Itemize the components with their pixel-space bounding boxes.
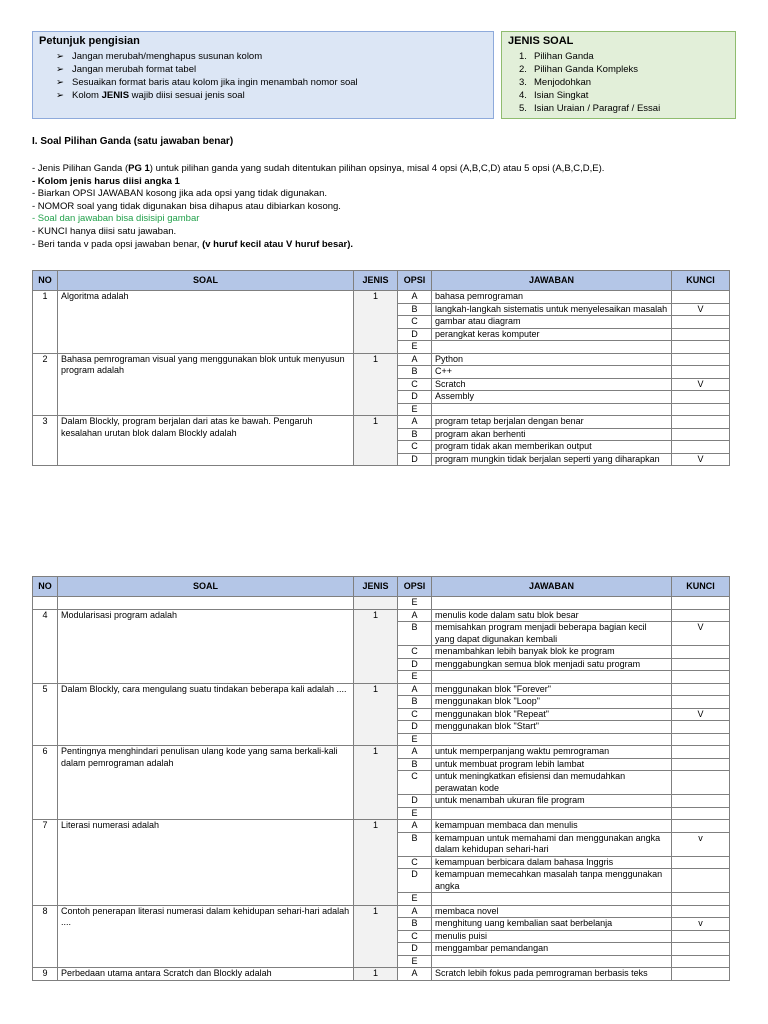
answer-text: menghitung uang kembalian saat berbelanja bbox=[432, 918, 672, 931]
answer-text: untuk meningkatkan efisiensi dan memudahkan perawatan kode bbox=[432, 771, 672, 795]
question-number: 2 bbox=[33, 353, 58, 416]
question-text: Contoh penerapan literasi numerasi dalam kehidupan sehari-hari adalah .... bbox=[58, 905, 354, 968]
answer-text bbox=[432, 733, 672, 746]
answer-text: program tetap berjalan dengan benar bbox=[432, 416, 672, 429]
answer-text bbox=[432, 341, 672, 354]
header-kunci: KUNCI bbox=[672, 577, 730, 597]
option-letter: E bbox=[398, 955, 432, 968]
answer-key bbox=[672, 658, 730, 671]
option-letter: B bbox=[398, 832, 432, 856]
answer-key bbox=[672, 771, 730, 795]
answer-key: V bbox=[672, 622, 730, 646]
header-jawaban: JAWABAN bbox=[432, 577, 672, 597]
answer-key bbox=[672, 341, 730, 354]
answer-key: V bbox=[672, 303, 730, 316]
question-number: 6 bbox=[33, 746, 58, 820]
answer-text: menggunakan blok "Loop" bbox=[432, 696, 672, 709]
answer-text: kemampuan membaca dan menulis bbox=[432, 820, 672, 833]
answer-text: kemampuan untuk memahami dan menggunakan angka dalam kehidupan sehari-hari bbox=[432, 832, 672, 856]
question-text: Bahasa pemrograman visual yang menggunakan blok untuk menyusun program adalah bbox=[58, 353, 354, 416]
note-line: - KUNCI hanya diisi satu jawaban. bbox=[32, 225, 177, 237]
answer-key bbox=[672, 746, 730, 759]
question-type bbox=[354, 597, 398, 610]
option-letter: A bbox=[398, 609, 432, 622]
answer-key bbox=[672, 930, 730, 943]
option-letter: A bbox=[398, 353, 432, 366]
answer-text: perangkat keras komputer bbox=[432, 328, 672, 341]
table-row bbox=[33, 353, 730, 366]
option-letter: A bbox=[398, 820, 432, 833]
answer-key bbox=[672, 721, 730, 734]
answer-text: menulis puisi bbox=[432, 930, 672, 943]
answer-text bbox=[432, 893, 672, 906]
notes bbox=[32, 163, 604, 251]
option-letter: A bbox=[398, 683, 432, 696]
answer-text: gambar atau diagram bbox=[432, 316, 672, 329]
answer-key bbox=[672, 893, 730, 906]
answer-text: memisahkan program menjadi beberapa bagian kecil yang dapat digunakan kembali bbox=[432, 622, 672, 646]
jenis-soal-item: 5. Isian Uraian / Paragraf / Essai bbox=[519, 103, 661, 114]
question-type: 1 bbox=[354, 905, 398, 968]
answer-key bbox=[672, 597, 730, 610]
answer-text: menggunakan blok "Start" bbox=[432, 721, 672, 734]
question-text: Modularisasi program adalah bbox=[58, 609, 354, 683]
answer-key: v bbox=[672, 918, 730, 931]
jenis-soal-item: 4. Isian Singkat bbox=[519, 90, 589, 101]
option-letter: E bbox=[398, 341, 432, 354]
arrow-bullet-icon: ➢ bbox=[56, 90, 64, 101]
option-letter: B bbox=[398, 696, 432, 709]
answer-key bbox=[672, 353, 730, 366]
question-number: 9 bbox=[33, 968, 58, 981]
answer-text: membaca novel bbox=[432, 905, 672, 918]
option-letter: C bbox=[398, 316, 432, 329]
answer-key bbox=[672, 807, 730, 820]
answer-key bbox=[672, 441, 730, 454]
table-row bbox=[33, 746, 730, 759]
instructions-box bbox=[32, 31, 494, 119]
header-jenis: JENIS bbox=[354, 271, 398, 291]
table-row bbox=[33, 291, 730, 304]
answer-text: untuk membuat program lebih lambat bbox=[432, 758, 672, 771]
answer-text: Python bbox=[432, 353, 672, 366]
question-text: Dalam Blockly, cara mengulang suatu tindakan beberapa kali adalah .... bbox=[58, 683, 354, 746]
option-letter: C bbox=[398, 441, 432, 454]
option-letter: D bbox=[398, 943, 432, 956]
header-opsi: OPSI bbox=[398, 577, 432, 597]
option-letter: C bbox=[398, 646, 432, 659]
answer-text: menggunakan blok "Repeat" bbox=[432, 708, 672, 721]
jenis-soal-box bbox=[501, 31, 736, 119]
instructions-title: Petunjuk pengisian bbox=[39, 35, 140, 47]
question-type: 1 bbox=[354, 416, 398, 466]
answer-key bbox=[672, 683, 730, 696]
option-letter: A bbox=[398, 291, 432, 304]
answer-key: V bbox=[672, 378, 730, 391]
option-letter: B bbox=[398, 366, 432, 379]
question-type: 1 bbox=[354, 353, 398, 416]
question-type: 1 bbox=[354, 683, 398, 746]
option-letter: B bbox=[398, 622, 432, 646]
option-letter: A bbox=[398, 905, 432, 918]
arrow-bullet-icon: ➢ bbox=[56, 77, 64, 88]
table-row bbox=[33, 905, 730, 918]
note-line: - NOMOR soal yang tidak digunakan bisa dihapus atau dibiarkan kosong. bbox=[32, 200, 341, 212]
instruction-item: ➢ Sesuaikan format baris atau kolom jika ingin menambah nomor soal bbox=[56, 77, 358, 88]
answer-key bbox=[672, 428, 730, 441]
option-letter: D bbox=[398, 328, 432, 341]
header-no: NO bbox=[33, 577, 58, 597]
answer-key bbox=[672, 316, 730, 329]
header-soal: SOAL bbox=[58, 271, 354, 291]
answer-key bbox=[672, 795, 730, 808]
answer-key: V bbox=[672, 453, 730, 466]
arrow-bullet-icon: ➢ bbox=[56, 64, 64, 75]
answer-key bbox=[672, 416, 730, 429]
option-letter: B bbox=[398, 918, 432, 931]
answer-key bbox=[672, 968, 730, 981]
option-letter: D bbox=[398, 721, 432, 734]
table-row bbox=[33, 968, 730, 981]
answer-text bbox=[432, 671, 672, 684]
answer-key bbox=[672, 943, 730, 956]
answer-text: kemampuan berbicara dalam bahasa Inggris bbox=[432, 856, 672, 869]
answer-text: Assembly bbox=[432, 391, 672, 404]
answer-key bbox=[672, 856, 730, 869]
arrow-bullet-icon: ➢ bbox=[56, 51, 64, 62]
option-letter: D bbox=[398, 869, 432, 893]
answer-key bbox=[672, 671, 730, 684]
question-number: 8 bbox=[33, 905, 58, 968]
note-line: - Biarkan OPSI JAWABAN kosong jika ada opsi yang tidak digunakan. bbox=[32, 188, 328, 200]
answer-key: v bbox=[672, 832, 730, 856]
option-letter: E bbox=[398, 733, 432, 746]
table-row bbox=[33, 820, 730, 833]
header-soal: SOAL bbox=[58, 577, 354, 597]
jenis-soal-item: 3. Menjodohkan bbox=[519, 77, 592, 88]
question-number: 4 bbox=[33, 609, 58, 683]
header-jawaban: JAWABAN bbox=[432, 271, 672, 291]
question-number bbox=[33, 597, 58, 610]
answer-text: untuk memperpanjang waktu pemrograman bbox=[432, 746, 672, 759]
answer-text: menggambar pemandangan bbox=[432, 943, 672, 956]
answer-key bbox=[672, 869, 730, 893]
answer-text: Scratch bbox=[432, 378, 672, 391]
answer-text: menulis kode dalam satu blok besar bbox=[432, 609, 672, 622]
table-row bbox=[33, 609, 730, 622]
option-letter: A bbox=[398, 746, 432, 759]
answer-text: menambahkan lebih banyak blok ke program bbox=[432, 646, 672, 659]
instruction-item: ➢ Jangan merubah/menghapus susunan kolom bbox=[56, 51, 263, 62]
answer-text: untuk menambah ukuran file program bbox=[432, 795, 672, 808]
answer-key bbox=[672, 905, 730, 918]
note-line: - Kolom jenis harus diisi angka 1 bbox=[32, 175, 180, 187]
answer-text: program mungkin tidak berjalan seperti yang diharapkan bbox=[432, 453, 672, 466]
answer-text: langkah-langkah sistematis untuk menyelesaikan masalah bbox=[432, 303, 672, 316]
option-letter: D bbox=[398, 453, 432, 466]
question-text: Pentingnya menghindari penulisan ulang kode yang sama berkali-kali dalam pemrograman adalah bbox=[58, 746, 354, 820]
answer-key bbox=[672, 820, 730, 833]
instruction-item: ➢ Jangan merubah format tabel bbox=[56, 64, 197, 75]
jenis-soal-item: 1. Pilihan Ganda bbox=[519, 51, 594, 62]
answer-key bbox=[672, 291, 730, 304]
answer-text: C++ bbox=[432, 366, 672, 379]
option-letter: B bbox=[398, 428, 432, 441]
question-text: Dalam Blockly, program berjalan dari atas ke bawah. Pengaruh kesalahan urutan blok dalam Blockly adalah bbox=[58, 416, 354, 466]
option-letter: E bbox=[398, 807, 432, 820]
answer-text bbox=[432, 597, 672, 610]
option-letter: C bbox=[398, 771, 432, 795]
answer-text: menggunakan blok "Forever" bbox=[432, 683, 672, 696]
answer-text: bahasa pemrograman bbox=[432, 291, 672, 304]
answer-key bbox=[672, 391, 730, 404]
answer-key bbox=[672, 733, 730, 746]
question-type: 1 bbox=[354, 291, 398, 354]
option-letter: E bbox=[398, 671, 432, 684]
question-number: 5 bbox=[33, 683, 58, 746]
option-letter: E bbox=[398, 597, 432, 610]
answer-key bbox=[672, 646, 730, 659]
note-line: - Jenis Pilihan Ganda (PG 1) untuk pilihan ganda yang sudah ditentukan pilihan opsinya, misal 4 opsi (A,B,C,D) atau 5 opsi (A,B,C,D,E). bbox=[32, 163, 605, 174]
answer-text: menggabungkan semua blok menjadi satu program bbox=[432, 658, 672, 671]
answer-key bbox=[672, 696, 730, 709]
question-table-2 bbox=[32, 576, 730, 981]
header-opsi: OPSI bbox=[398, 271, 432, 291]
question-text: Literasi numerasi adalah bbox=[58, 820, 354, 906]
answer-key: V bbox=[672, 708, 730, 721]
answer-text: program akan berhenti bbox=[432, 428, 672, 441]
option-letter: B bbox=[398, 758, 432, 771]
option-letter: C bbox=[398, 378, 432, 391]
table-row bbox=[33, 597, 730, 610]
option-letter: D bbox=[398, 658, 432, 671]
instruction-item: ➢ Kolom JENIS wajib diisi sesuai jenis soal bbox=[56, 90, 245, 101]
answer-text: program tidak akan memberikan output bbox=[432, 441, 672, 454]
question-text: Algoritma adalah bbox=[58, 291, 354, 354]
option-letter: B bbox=[398, 303, 432, 316]
answer-text bbox=[432, 807, 672, 820]
answer-key bbox=[672, 609, 730, 622]
answer-key bbox=[672, 403, 730, 416]
option-letter: A bbox=[398, 968, 432, 981]
question-table-1 bbox=[32, 270, 730, 466]
option-letter: C bbox=[398, 708, 432, 721]
note-line: - Soal dan jawaban bisa disisipi gambar bbox=[32, 213, 200, 225]
question-type: 1 bbox=[354, 820, 398, 906]
answer-key bbox=[672, 758, 730, 771]
answer-text: kemampuan memecahkan masalah tanpa menggunakan angka bbox=[432, 869, 672, 893]
question-number: 1 bbox=[33, 291, 58, 354]
answer-key bbox=[672, 328, 730, 341]
answer-text bbox=[432, 403, 672, 416]
question-type: 1 bbox=[354, 609, 398, 683]
answer-text: Scratch lebih fokus pada pemrograman berbasis teks bbox=[432, 968, 672, 981]
option-letter: A bbox=[398, 416, 432, 429]
header-jenis: JENIS bbox=[354, 577, 398, 597]
table-row bbox=[33, 416, 730, 429]
answer-key bbox=[672, 366, 730, 379]
question-text: Perbedaan utama antara Scratch dan Blockly adalah bbox=[58, 968, 354, 981]
answer-text bbox=[432, 955, 672, 968]
question-number: 3 bbox=[33, 416, 58, 466]
option-letter: E bbox=[398, 893, 432, 906]
question-type: 1 bbox=[354, 968, 398, 981]
jenis-soal-item: 2. Pilihan Ganda Kompleks bbox=[519, 64, 639, 75]
option-letter: C bbox=[398, 930, 432, 943]
jenis-soal-title: JENIS SOAL bbox=[508, 35, 574, 47]
option-letter: E bbox=[398, 403, 432, 416]
question-number: 7 bbox=[33, 820, 58, 906]
option-letter: D bbox=[398, 391, 432, 404]
answer-key bbox=[672, 955, 730, 968]
question-text bbox=[58, 597, 354, 610]
header-no: NO bbox=[33, 271, 58, 291]
option-letter: C bbox=[398, 856, 432, 869]
table-row bbox=[33, 683, 730, 696]
section-title: I. Soal Pilihan Ganda (satu jawaban benar) bbox=[32, 136, 234, 147]
question-type: 1 bbox=[354, 746, 398, 820]
note-line: - Beri tanda v pada opsi jawaban benar, (v huruf kecil atau V huruf besar). bbox=[32, 238, 354, 250]
header-kunci: KUNCI bbox=[672, 271, 730, 291]
option-letter: D bbox=[398, 795, 432, 808]
